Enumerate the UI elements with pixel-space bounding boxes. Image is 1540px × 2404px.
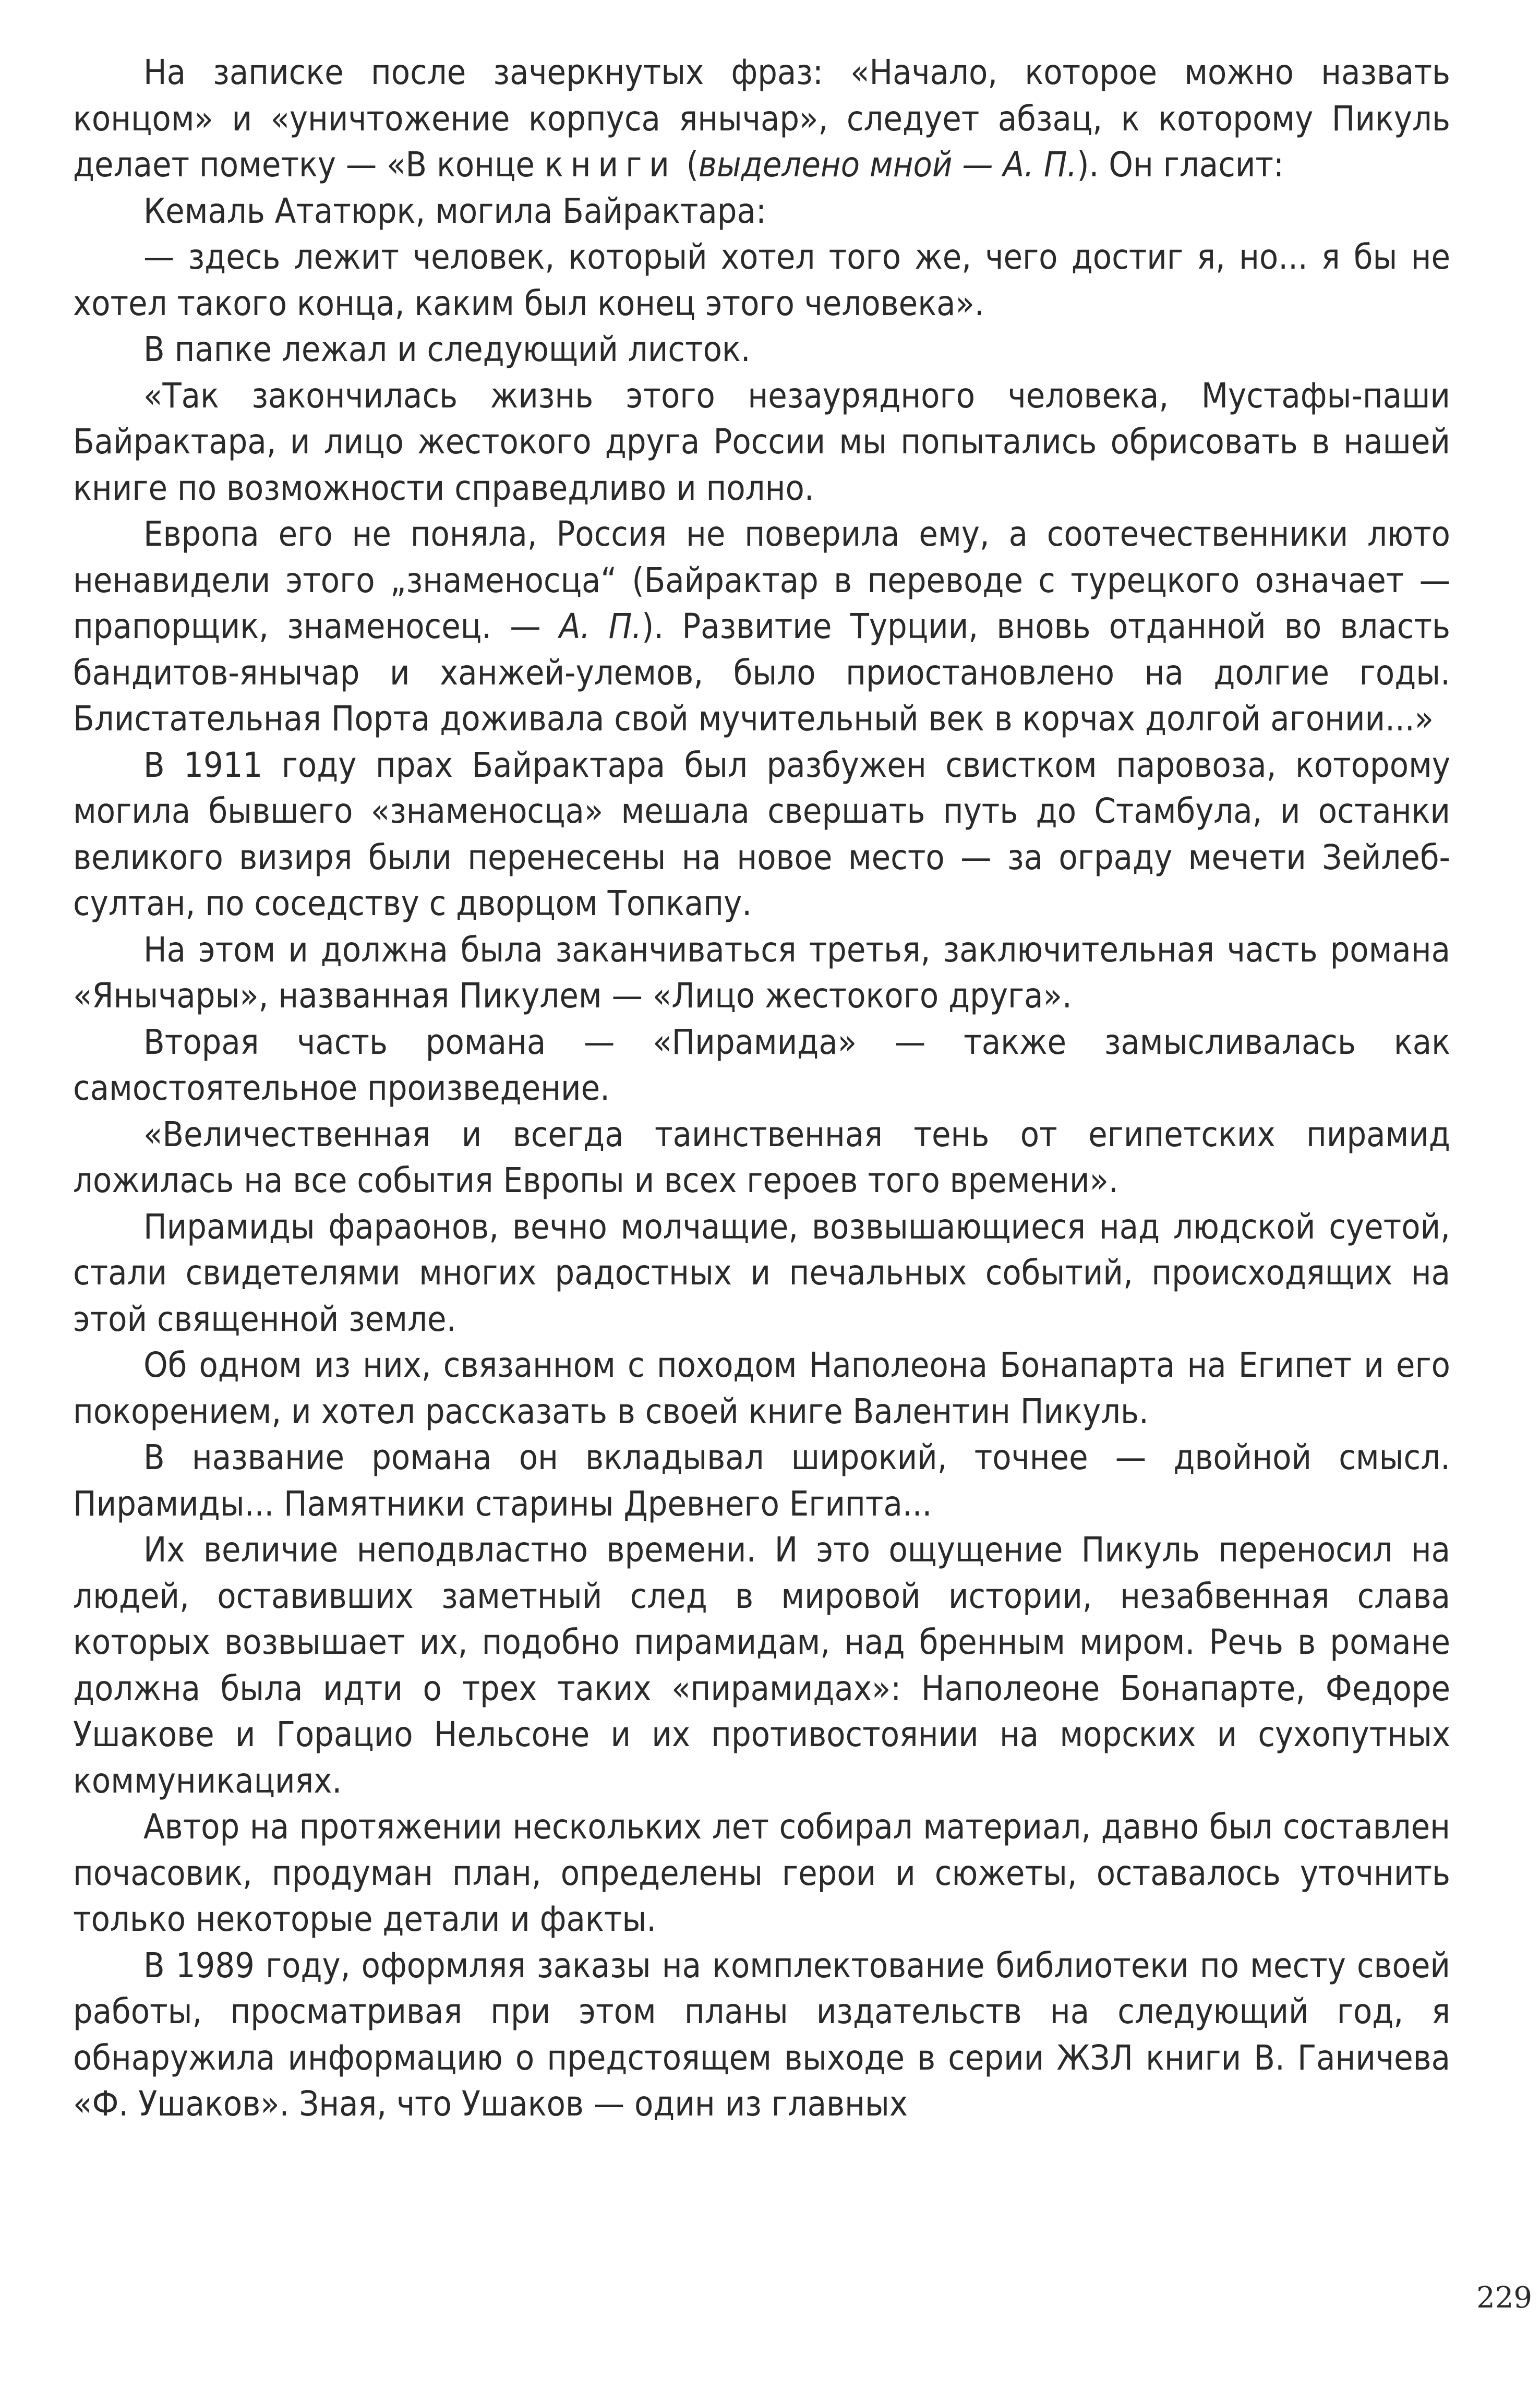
text-segment: В название романа он вкладывал широкий, точнее — двойной смысл. Пирамиды... Памятники старины Древнего Египта...: [73, 1437, 1450, 1524]
paragraph: [73, 927, 1450, 1019]
paragraph: [73, 373, 1450, 512]
text-segment: Их величие неподвластно времени. И это ощущение Пикуль переносил на людей, оставивших заметный след в мировой истории, незабвенная слава которых возвышает их, подобно пирамидам, над бренным миром. Речь в романе должна была идти о трех таких «пирамидах»: Наполеоне Бонапарте, Федоре Ушакове и Горацио Нельсоне и их противостоянии на морских и сухопутных коммуникациях.: [73, 1530, 1450, 1801]
paragraph: [73, 188, 1450, 235]
paragraph: [73, 1943, 1450, 2127]
page-number: 229: [1476, 2281, 1532, 2315]
text-segment: (: [676, 145, 699, 185]
text-segment: Кемаль Ататюрк, могила Байрактара:: [143, 190, 766, 231]
paragraph: [73, 1435, 1450, 1527]
text-segment: «Так закончилась жизнь этого незаурядного человека, Мустафы-паши Байрактара, и лицо жестокого друга России мы попытались обрисовать в нашей книге по возможности справедливо и полно.: [73, 375, 1450, 508]
paragraph: [73, 50, 1450, 188]
text-segment: ). Развитие Турции, вновь отданной во власть бандитов-янычар и ханжей-улемов, было приостановлено на долгие годы. Блистательная Порта доживала свой мучительный век в корчах долгой агонии...»: [73, 606, 1450, 739]
spaced-text: книги: [544, 145, 677, 185]
paragraph: [73, 1019, 1450, 1112]
text-segment: Вторая часть романа — «Пирамида» — также замысливалась как самостоятельное произведение.: [73, 1021, 1450, 1108]
text-segment: Автор на протяжении нескольких лет собирал материал, давно был составлен почасовик, продуман план, определены герои и сюжеты, оставалось уточнить только некоторые детали и факты.: [73, 1807, 1450, 1939]
paragraph: [73, 1804, 1450, 1943]
paragraph: [73, 742, 1450, 927]
text-segment: Об одном из них, связанном с походом Наполеона Бонапарта на Египет и его покорением, и хотел рассказать в своей книге Валентин Пикуль.: [73, 1345, 1450, 1432]
text-segment: В папке лежал и следующий листок.: [143, 329, 751, 369]
text-segment: Европа его не поняла, Россия не поверила ему, а соотечественники люто ненавидели этого „знаменосца“ (Байрактар в переводе с турецкого означает — прапорщик, знаменосец. —: [73, 514, 1450, 646]
text-segment: «Величественная и всегда таинственная тень от египетских пирамид ложилась на все события Европы и всех героев того времени».: [73, 1114, 1450, 1200]
paragraph: [73, 327, 1450, 373]
italic-text: выделено мной — А. П.: [698, 145, 1077, 185]
text-segment: В 1911 году прах Байрактара был разбужен свистком паровоза, которому могила бывшего «знаменосца» мешала свершать путь до Стамбула, и останки великого визиря были перенесены на новое место — за ограду мечети Зейлеб-султан, по соседству с дворцом Топкапу.: [73, 744, 1450, 923]
text-segment: На этом и должна была заканчиваться третья, заключительная часть романа «Янычары», названная Пикулем — «Лицо жестокого друга».: [73, 929, 1450, 1016]
paragraph: [73, 1527, 1450, 1804]
book-page: [73, 50, 1450, 2355]
italic-text: А. П.: [559, 606, 642, 646]
paragraph: [73, 1204, 1450, 1343]
text-segment: Пирамиды фараонов, вечно молчащие, возвышающиеся над людской суетой, стали свидетелями многих радостных и печальных событий, происходящих на этой священной земле.: [73, 1206, 1450, 1339]
paragraph: [73, 234, 1450, 327]
paragraph: [73, 1342, 1450, 1435]
text-segment: На записке после зачеркнутых фраз: «Начало, которое можно назвать концом» и «уничтожение корпуса янычар», следует абзац, к которому Пикуль делает пометку — «В конце: [73, 52, 1450, 185]
text-segment: В 1989 году, оформляя заказы на комплектование библиотеки по месту своей работы, просматривая при этом планы издательств на следующий год, я обнаружила информацию о предстоящем выходе в серии ЖЗЛ книги В. Ганичева «Ф. Ушаков». Зная, что Ушаков — один из главных: [73, 1945, 1450, 2124]
text-segment: ). Он гласит:: [1077, 145, 1284, 185]
paragraph: [73, 511, 1450, 742]
body-text: [73, 50, 1450, 2127]
text-segment: — здесь лежит человек, который хотел того же, чего достиг я, но... я бы не хотел такого конца, каким был конец этого человека».: [73, 237, 1450, 323]
paragraph: [73, 1112, 1450, 1204]
